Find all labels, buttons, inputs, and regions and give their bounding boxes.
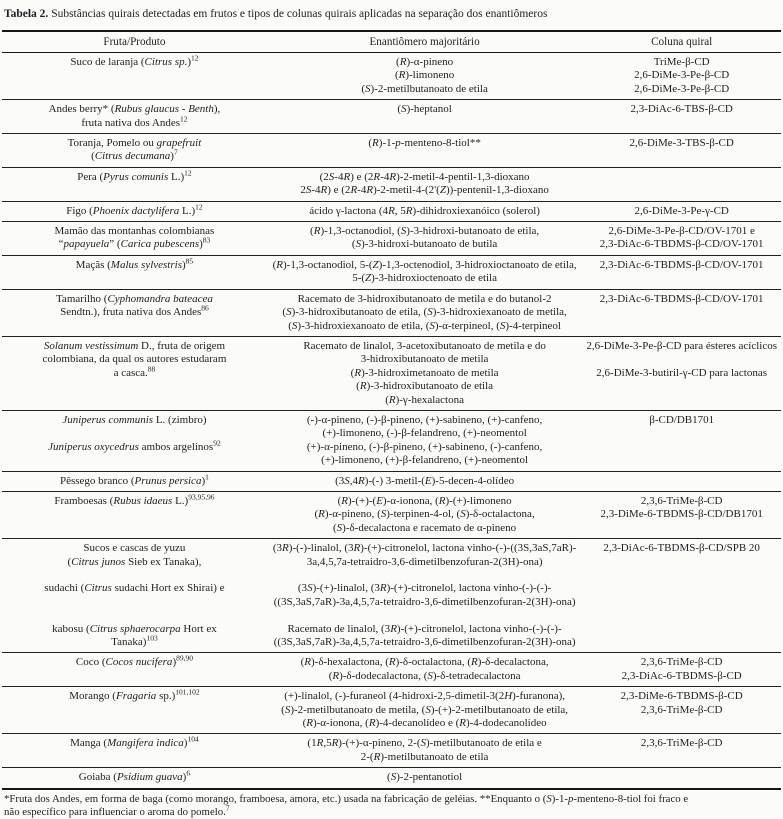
table-row [2,201,781,221]
table-row [2,539,781,653]
table-caption-text: Substâncias quirais detectadas em frutos e tipos de colunas quirais aplicadas na separação dos enantiômeros [48,8,548,20]
table-row [2,768,781,789]
fruit-cell: Pêssego branco (Prunus persica)$^1$ [2,471,267,491]
chiral-column-cell [582,167,781,201]
table-row [2,734,781,768]
table-row [2,222,781,256]
table-row [2,167,781,201]
footnote-line: *Fruta dos Andes, em forma de baga (como morango, framboesa, amora, etc.) usada na fabricação de geléias. **Enquanto o (S)-1-p-menteno-8-tiol foi fraco e [4,792,689,805]
enantiomer-cell: (1R,5R)-(+)-α-pineno, 2-(S)-metilbutanoato de etila e 2-(R)-metilbutanoato de etila [267,734,582,768]
enantiomer-cell: (3S,4R)-(-) 3-metil-(E)-5-decen-4-olídeo [267,471,582,491]
fruit-cell: Goiaba (Psidium guava)$^6$ [78,768,191,784]
table-footnote [4,793,779,819]
table-row [2,471,781,491]
fruit-cell: Solanum vestissimum D., fruta de origem colombiana, da qual os autores estudaram a casca.$^{88}$ [2,336,267,410]
enantiomer-cell: (R)-1,3-octanodiol, (S)-3-hidroxi-butanoato de etila, (S)-3-hidroxi-butanoato de butila [267,222,582,256]
enantiomer-cell: (3R)-(-)-linalol, (3R)-(+)-citronelol, lactona vinho-(-)-((3S,3aS,7aR)- 3a,4,5,7a-tetraidro-3,6-dimetilbenzofuran-2(3H)-ona) (3S)-(+)-linalol, (3R)-(+)-citronelol, lactona vinho-(-)-(-)- ((3S,3aS,7aR)-3a,4,5,7a-tetraidro-3,6-dimetilbenzofuran-2(3H)-ona) Racemato de linalol, (3R)-(+)-citronelol, lactona vinho-(-)-(-)- ((3S,3aS,7aR)-3a,4,5,7a-tetraidro-3,6-dimetilbenzofuran-2(3H)-ona) [267,539,582,653]
chiral-column-cell [582,471,781,491]
table-row [2,653,781,687]
fruit-cell: Coco (Cocos nucifera)$^{89,90}$ [2,653,267,687]
fruit-cell: Andes berry* (Rubus glaucus - Benth), fruta nativa dos Andes$^{12}$ [2,100,267,134]
fruit-cell: Figo (Phoenix dactylifera L.)$^{12}$ [2,201,267,221]
enantiomer-cell: (R)-δ-hexalactona, (R)-δ-octalactona, (R)-δ-decalactona, (R)-δ-dodecalactona, (S)-δ-tetradecalactona [267,653,582,687]
chiral-column-cell: 2,3,6-TriMe-β-CD 2,3-DiMe-6-TBDMS-β-CD/DB1701 [582,491,781,538]
table-caption [4,7,779,21]
fruit-cell: Sucos e cascas de yuzu (Citrus junos Sieb ex Tanaka), sudachi (Citrus sudachi Hort ex Shirai) e kabosu (Citrus sphaerocarpa Hort ex Tanaka)$^{103}$ [2,539,267,653]
enantiomer-cell: (R)-1-p-menteno-8-tiol** [267,134,582,168]
chiral-column-cell: 2,3-DiAc-6-TBS-β-CD [582,100,781,134]
table-header [2,31,781,53]
table-row [2,100,781,134]
table-row [2,255,781,289]
table-row [2,134,781,168]
chiral-column-cell: 2,3-DiAc-6-TBDMS-β-CD/SPB 20 [582,539,781,653]
table-row [2,53,781,100]
chiral-column-cell: β-CD/DB1701 [582,410,781,471]
table-body [2,53,781,789]
header-row [2,31,781,53]
chiral-column-cell: 2,3-DiAc-6-TBDMS-β-CD/OV-1701 [582,289,781,336]
fruit-cell: Tamarilho (Cyphomandra bateacea Sendtn.), fruta nativa dos Andes$^{86}$ [2,289,267,336]
enantiomer-cell: (S)-2-pentanotiol [387,771,463,784]
fruit-cell: Manga (Mangifera indica)$^{104}$ [2,734,267,768]
table-row [2,336,781,410]
chiral-column-cell: TriMe-β-CD 2,6-DiMe-3-Pe-β-CD 2,6-DiMe-3-Pe-β-CD [582,53,781,100]
enantiomer-cell: Racemato de 3-hidroxibutanoato de metila e do butanol-2 (S)-3-hidroxibutanoato de etila, (S)-3-hidroxiexanoato de metila, (S)-3-hidroxiexanoato de etila, (S)-α-terpineol, (S)-4-terpineol [267,289,582,336]
chiral-column-cell: 2,3-DiAc-6-TBDMS-β-CD/OV-1701 [582,255,781,289]
enantiomer-cell: (-)-α-pineno, (-)-β-pineno, (+)-sabineno, (+)-canfeno, (+)-limoneno, (-)-β-felandreno, (+)-neomentol (+)-α-pineno, (-)-β-pineno, (+)-sabineno, (-)-canfeno, (+)-limoneno, (+)-β-felandreno, (+)-neomentol [267,410,582,471]
column-header-enantiomer: Enantiômero majoritário [267,31,582,53]
chiral-column-cell: 2,3,6-TriMe-β-CD [582,734,781,768]
enantiomer-cell: (R)-(+)-(E)-α-ionona, (R)-(+)-limoneno (R)-α-pineno, (S)-terpinen-4-ol, (S)-δ-octalactona, (S)-δ-decalactona e racemato de α-pineno [267,491,582,538]
chiral-column-cell [582,768,781,789]
fruit-cell: Morango (Fragaria sp.)$^{101,102}$ [2,687,267,734]
enantiomer-cell: (+)-linalol, (-)-furaneol (4-hidroxi-2,5-dimetil-3(2H)-furanona), (S)-2-metilbutanoato de metila, (S)-(+)-2-metilbutanoato de etila, (R)-α-ionona, (R)-4-decanolídeo e (R)-4-dodecanolídeo [267,687,582,734]
table-row [2,491,781,538]
chiral-column-cell: 2,6-DiMe-3-Pe-β-CD/OV-1701 e 2,3-DiAc-6-TBDMS-β-CD/OV-1701 [582,222,781,256]
enantiomer-cell: (2S-4R) e (2R-4R)-2-metil-4-pentil-1,3-dioxano 2S-4R) e (2R-4R)-2-metil-4-(2'(Z))-pentenil-1,3-dioxano [267,167,582,201]
column-header-fruit: Fruta/Produto [2,31,267,53]
fruit-cell: Mamão das montanhas colombianas “papayuela” (Carica pubescens)$^{83}$ [2,222,267,256]
fruit-cell: Pera (Pyrus comunis L.)$^{12}$ [2,167,267,201]
table-row [2,687,781,734]
fruit-cell: Framboesas (Rubus idaeus L.)$^{93,95,96}$ [2,491,267,538]
enantiomer-cell: (R)-1,3-octanodiol, 5-(Z)-1,3-octenodiol, 3-hidroxioctanoato de etila, 5-(Z)-3-hidroxioctenoato de etila [267,255,582,289]
enantiomer-cell: (R)-α-pineno (R)-limoneno (S)-2-metilbutanoato de etila [267,53,582,100]
paper-table-page [2,0,781,819]
enantiomer-cell: (S)-heptanol [267,100,582,134]
enantiomer-cell: ácido γ-lactona (4R, 5R)-dihidroxiexanóico (solerol) [267,201,582,221]
chiral-substances-table [2,30,781,790]
chiral-column-cell: 2,3-DiMe-6-TBDMS-β-CD 2,3,6-TriMe-β-CD [582,687,781,734]
column-header-chiral-column: Coluna quiral [582,31,781,53]
chiral-column-cell: 2,6-DiMe-3-Pe-β-CD para ésteres acíclicos 2,6-DiMe-3-butiril-γ-CD para lactonas [582,336,781,410]
footnote-line: não específico para influenciar o aroma do pomelo.$^7$ [4,803,230,818]
chiral-column-cell: 2,6-DiMe-3-Pe-γ-CD [582,201,781,221]
fruit-cell: Toranja, Pomelo ou grapefruit (Citrus decumana)$^7$ [2,134,267,168]
table-caption-label: Tabela 2. [4,8,49,20]
table-row [2,289,781,336]
table-row [2,410,781,471]
chiral-column-cell: 2,3,6-TriMe-β-CD 2,3-DiAc-6-TBDMS-β-CD [582,653,781,687]
chiral-column-cell: 2,6-DiMe-3-TBS-β-CD [582,134,781,168]
fruit-cell: Juniperus communis L. (zimbro) Juniperus oxycedrus ambos argelinos$^{92}$ [2,410,267,471]
fruit-cell: Maçãs (Malus sylvestris)$^{85}$ [2,255,267,289]
enantiomer-cell: Racemato de linalol, 3-acetoxibutanoato de metila e do 3-hidroxibutanoato de metila (R)-3-hidroximetanoato de metila (R)-3-hidroxibutanoato de etila (R)-γ-hexalactona [267,336,582,410]
fruit-cell: Suco de laranja (Citrus sp.)$^{12}$ [2,53,267,100]
